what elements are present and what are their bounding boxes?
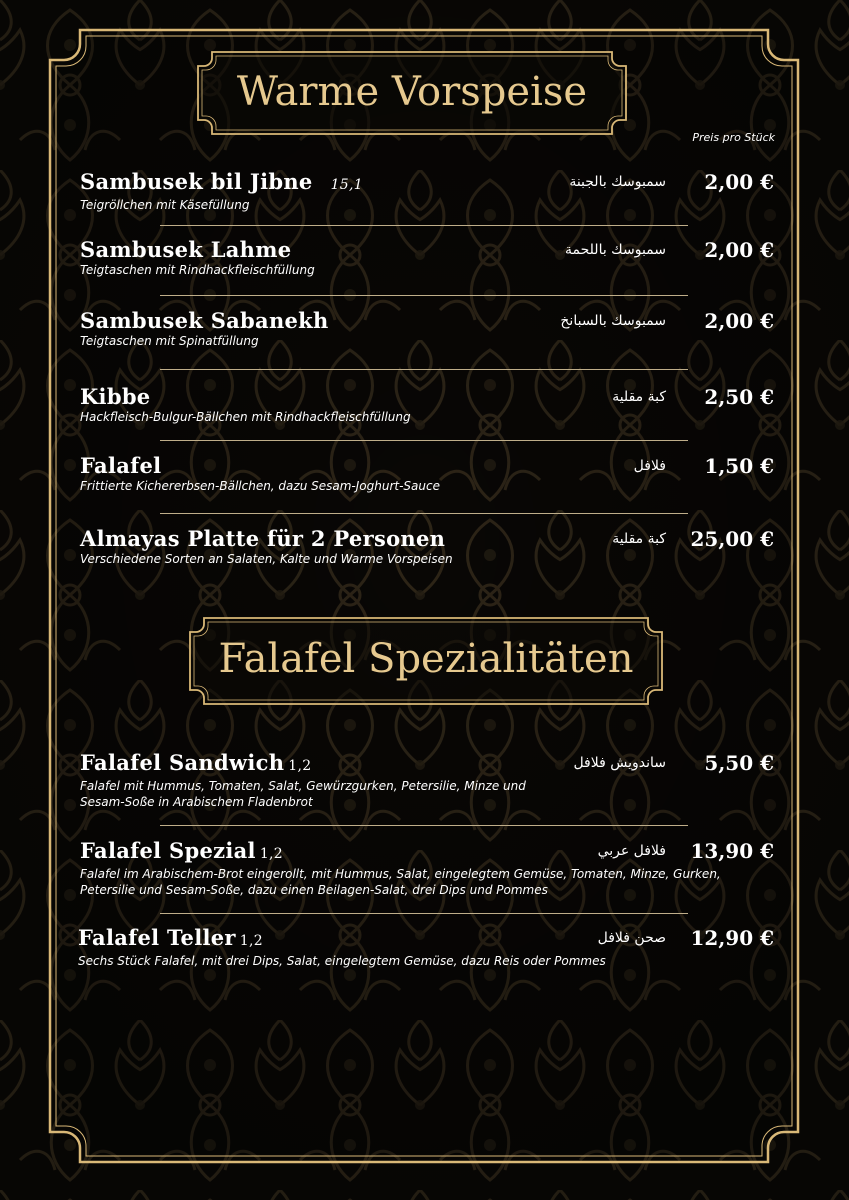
item-name: Kibbe (80, 384, 151, 409)
item-price: 12,90 € (690, 926, 774, 950)
section-title-falafel-spezialitaeten: Falafel Spezialitäten (218, 636, 634, 682)
menu-item-falafel-teller (78, 926, 774, 969)
item-name: Almayas Platte für 2 Personen (80, 526, 446, 551)
item-price: 25,00 € (690, 527, 774, 551)
item-arabic-name: فلافل عربي (597, 843, 666, 859)
item-name: Sambusek Sabanekh (80, 308, 329, 333)
item-price: 5,50 € (704, 751, 774, 775)
item-price: 1,50 € (704, 454, 774, 478)
divider (160, 369, 688, 370)
item-price: 2,00 € (704, 238, 774, 262)
item-arabic-name: سمبوسك باللحمة (565, 242, 666, 258)
menu-item-almayas-platte (80, 527, 774, 567)
divider (160, 440, 688, 441)
item-allergen-tags: 1,2 (288, 758, 312, 774)
menu-item-sambusek-bil-jibne (80, 170, 774, 213)
divider (160, 913, 688, 914)
item-arabic-name: كبة مقلية (612, 389, 666, 405)
item-name: Sambusek bil Jibne (80, 169, 313, 194)
item-price: 2,50 € (704, 385, 774, 409)
item-price: 2,00 € (704, 309, 774, 333)
item-description: Hackfleisch-Bulgur-Bällchen mit Rindhackfleischfüllung (80, 410, 411, 424)
item-description: Falafel mit Hummus, Tomaten, Salat, Gewürzgurken, Petersilie, Minze und Sesam-Soße in Arabischem Fladenbrot (80, 779, 526, 809)
menu-item-kibbe (80, 385, 774, 425)
item-arabic-name: سمبوسك بالسبانخ (560, 313, 666, 329)
item-name: Sambusek Lahme (80, 237, 292, 262)
item-description: Teigtaschen mit Rindhackfleischfüllung (80, 263, 315, 277)
menu-item-falafel-sandwich (80, 751, 774, 810)
divider (160, 513, 688, 514)
item-allergen-tags: 1,2 (259, 846, 284, 862)
divider (160, 295, 688, 296)
item-name: Falafel Spezial (80, 838, 256, 863)
item-arabic-name: كبة مقلية (612, 531, 666, 547)
item-name: Falafel (80, 453, 162, 478)
menu-item-falafel-spezial (80, 839, 774, 898)
item-arabic-name: صحن فلافل (597, 930, 666, 946)
price-note: Preis pro Stück (692, 131, 775, 144)
item-allergen-tags: 15,1 (330, 177, 363, 193)
item-allergen-tags: 1,2 (239, 933, 263, 949)
menu-item-sambusek-sabanekh (80, 309, 774, 349)
item-price: 13,90 € (690, 839, 774, 863)
item-arabic-name: ساندويش فلافل (573, 755, 666, 771)
item-name: Falafel Sandwich (80, 750, 285, 775)
menu-item-sambusek-lahme (80, 238, 774, 278)
menu-item-falafel (80, 454, 774, 494)
item-description: Teigtaschen mit Spinatfüllung (80, 334, 259, 348)
item-price: 2,00 € (704, 170, 774, 194)
item-name: Falafel Teller (78, 925, 236, 950)
item-description: Frittierte Kichererbsen-Bällchen, dazu Sesam-Joghurt-Sauce (80, 479, 440, 493)
item-description: Verschiedene Sorten an Salaten, Kalte und Warme Vorspeisen (80, 552, 453, 566)
section-title-warme-vorspeise: Warme Vorspeise (236, 69, 588, 115)
item-description: Teigröllchen mit Käsefüllung (80, 198, 250, 212)
item-arabic-name: فلافل (633, 458, 666, 474)
item-description: Sechs Stück Falafel, mit drei Dips, Salat, eingelegtem Gemüse, dazu Reis oder Pommes (78, 954, 606, 968)
item-description: Falafel im Arabischem-Brot eingerollt, mit Hummus, Salat, eingelegtem Gemüse, Tomaten, Minze, Gurken, Petersilie und Sesam-Soße, dazu einen Beilagen-Salat, drei Dips und Pommes (80, 867, 721, 897)
divider (160, 225, 688, 226)
divider (160, 825, 688, 826)
item-arabic-name: سمبوسك بالجبنة (569, 174, 666, 190)
